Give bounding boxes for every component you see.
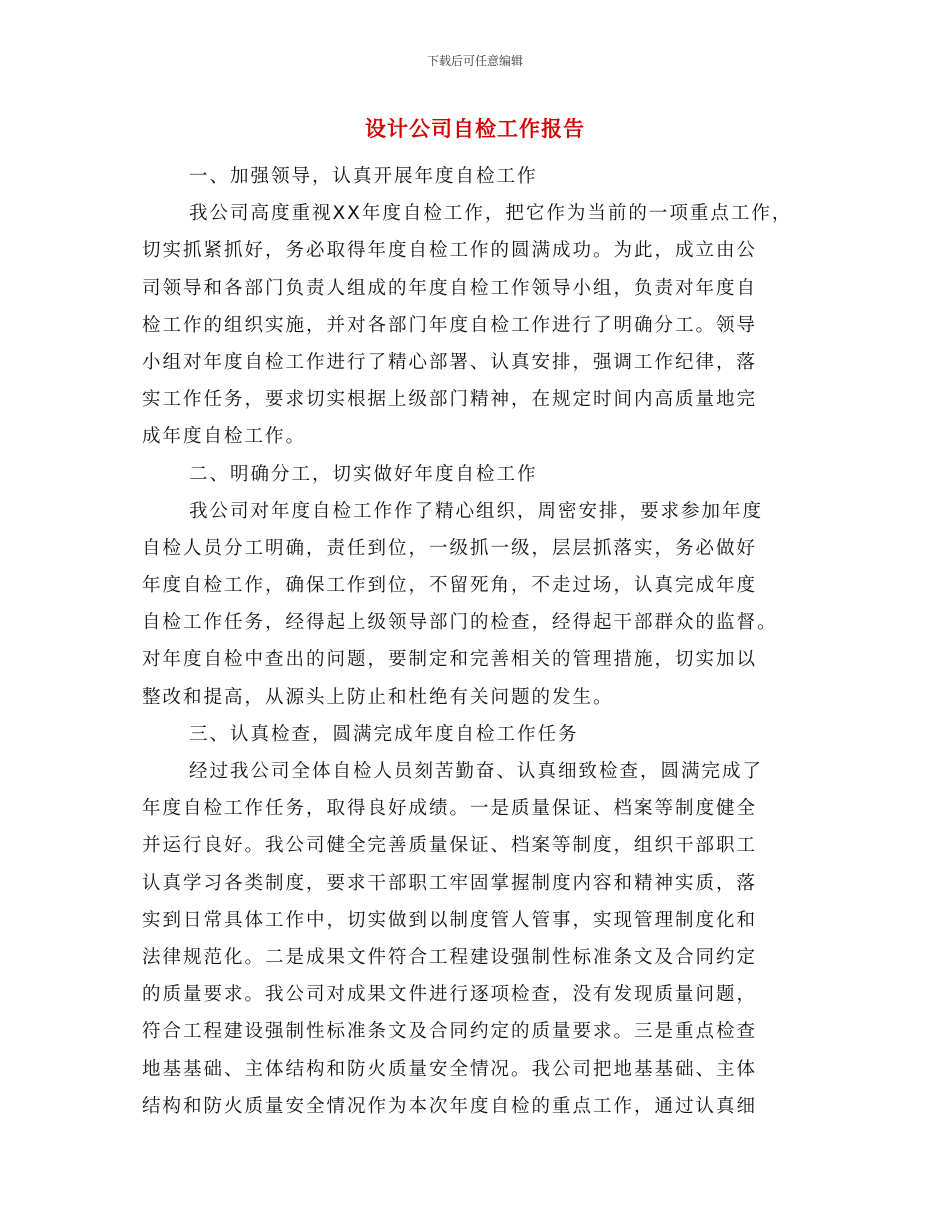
- paragraph-line: 自检工作任务，经得起上级领导部门的检查，经得起干部群众的监督。: [142, 612, 778, 634]
- document-body: [142, 158, 822, 1125]
- paragraph-line: 司领导和各部门负责人组成的年度自检工作领导小组，负责对年度自: [142, 277, 758, 299]
- paragraph-line: 我公司对年度自检工作作了精心组织，周密安排，要求参加年度: [189, 500, 764, 522]
- paragraph-line: 自检人员分工明确，责任到位，一级抓一级，层层抓落实，务必做好: [142, 537, 758, 559]
- paragraph-line: 实工作任务，要求切实根据上级部门精神，在规定时间内高质量地完: [142, 389, 758, 411]
- paragraph-line: 小组对年度自检工作进行了精心部署、认真安排，强调工作纪律，落: [142, 351, 758, 373]
- paragraph-line: 法律规范化。二是成果文件符合工程建设强制性标准条文及合同约定: [142, 946, 758, 968]
- paragraph-line: 的质量要求。我公司对成果文件进行逐项检查，没有发现质量问题，: [142, 984, 758, 1006]
- paragraph-line: 切实抓紧抓好，务必取得年度自检工作的圆满成功。为此，成立由公: [142, 240, 758, 262]
- paragraph-line: 年度自检工作任务，取得良好成绩。一是质量保证、档案等制度健全: [142, 798, 758, 820]
- paragraph-line: 成年度自检工作。: [142, 426, 307, 448]
- paragraph-line: 认真学习各类制度，要求干部职工牢固掌握制度内容和精神实质，落: [142, 872, 758, 894]
- paragraph-line: 我公司高度重视XX年度自检工作，把它作为当前的一项重点工作，: [189, 203, 793, 225]
- document-title: 设计公司自检工作报告: [365, 117, 585, 141]
- page-header-note: 下载后可任意编辑: [426, 54, 523, 68]
- section-heading-1: 一、加强领导，认真开展年度自检工作: [189, 166, 538, 187]
- paragraph-line: 并运行良好。我公司健全完善质量保证、档案等制度，组织干部职工: [142, 835, 758, 857]
- paragraph-line: 符合工程建设强制性标准条文及合同约定的质量要求。三是重点检查: [142, 1021, 758, 1043]
- paragraph-line: 检工作的组织实施，并对各部门年度自检工作进行了明确分工。领导: [142, 314, 758, 336]
- section-heading-3: 三、认真检查，圆满完成年度自检工作任务: [189, 723, 579, 745]
- paragraph-line: 年度自检工作，确保工作到位，不留死角，不走过场，认真完成年度: [142, 575, 758, 597]
- paragraph-line: 实到日常具体工作中，切实做到以制度管人管事，实现管理制度化和: [142, 909, 758, 931]
- paragraph-line: 经过我公司全体自检人员刻苦勤奋、认真细致检查，圆满完成了: [189, 761, 764, 782]
- paragraph-line: 结构和防火质量安全情况作为本次年度自检的重点工作，通过认真细: [142, 1095, 758, 1117]
- paragraph-line: 地基基础、主体结构和防火质量安全情况。我公司把地基基础、主体: [142, 1058, 758, 1080]
- paragraph-line: 对年度自检中查出的问题，要制定和完善相关的管理措施，切实加以: [142, 649, 758, 671]
- paragraph-line: 整改和提高，从源头上防止和杜绝有关问题的发生。: [142, 686, 614, 708]
- section-heading-2: 二、明确分工，切实做好年度自检工作: [189, 463, 538, 485]
